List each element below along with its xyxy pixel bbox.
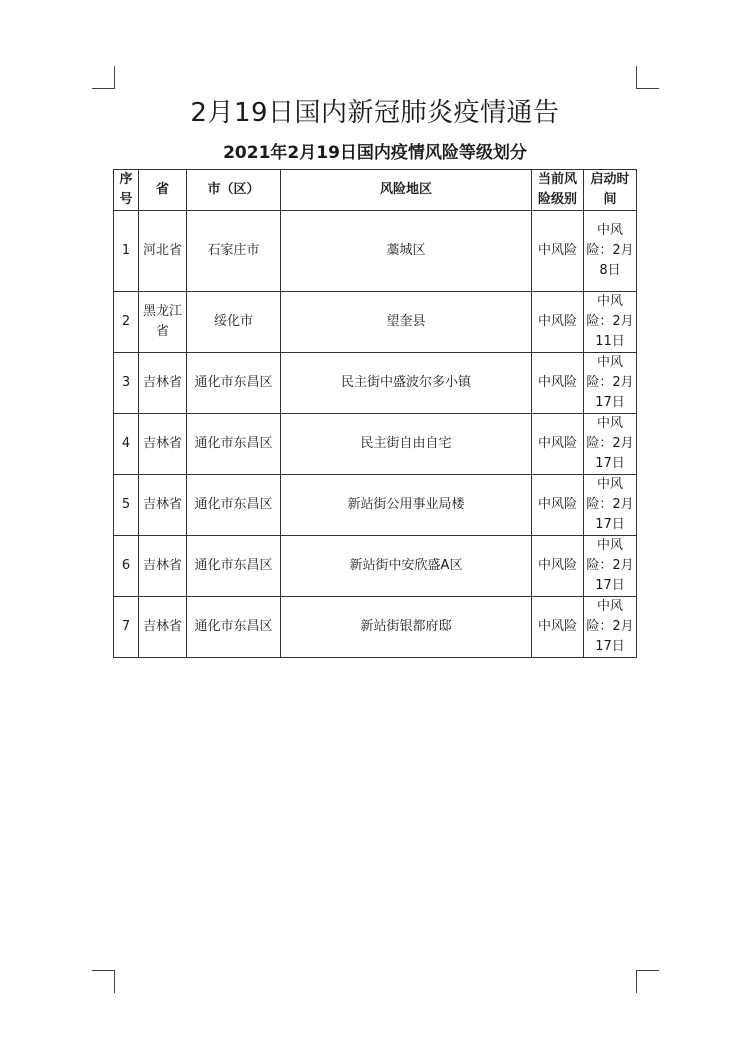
cell-area: 新站街公用事业局楼 — [281, 475, 532, 536]
table-header-row — [114, 170, 637, 211]
cell-city: 通化市东昌区 — [187, 353, 281, 414]
cell-level: 中风险 — [532, 292, 584, 353]
document-subtitle: 2021年2月19日国内疫情风险等级划分 — [223, 143, 527, 163]
crop-mark-top-left — [92, 66, 115, 89]
cell-start: 中风险：2月8日 — [584, 211, 637, 292]
cell-city: 绥化市 — [187, 292, 281, 353]
table-row — [114, 292, 637, 353]
cell-area: 新站街银都府邸 — [281, 597, 532, 658]
cell-area: 民主街自由自宅 — [281, 414, 532, 475]
cell-province: 吉林省 — [139, 475, 187, 536]
risk-area-table — [113, 169, 637, 658]
cell-no: 1 — [114, 211, 139, 292]
cell-no: 2 — [114, 292, 139, 353]
cell-province: 河北省 — [139, 211, 187, 292]
cell-level: 中风险 — [532, 353, 584, 414]
cell-province: 吉林省 — [139, 414, 187, 475]
header-no: 序号 — [114, 170, 139, 211]
cell-level: 中风险 — [532, 414, 584, 475]
cell-province: 吉林省 — [139, 536, 187, 597]
table-row — [114, 597, 637, 658]
cell-no: 5 — [114, 475, 139, 536]
cell-level: 中风险 — [532, 211, 584, 292]
header-start: 启动时间 — [584, 170, 637, 211]
cell-start: 中风险：2月17日 — [584, 353, 637, 414]
cell-city: 石家庄市 — [187, 211, 281, 292]
cell-province: 黑龙江省 — [139, 292, 187, 353]
cell-area: 新站街中安欣盛A区 — [281, 536, 532, 597]
table-row — [114, 536, 637, 597]
cell-start: 中风险：2月17日 — [584, 597, 637, 658]
header-city: 市（区） — [187, 170, 281, 211]
cell-area: 藁城区 — [281, 211, 532, 292]
cell-province: 吉林省 — [139, 597, 187, 658]
cell-area: 望奎县 — [281, 292, 532, 353]
crop-mark-top-right — [636, 66, 659, 89]
cell-province: 吉林省 — [139, 353, 187, 414]
cell-level: 中风险 — [532, 536, 584, 597]
cell-city: 通化市东昌区 — [187, 536, 281, 597]
crop-mark-bottom-left — [92, 970, 115, 993]
cell-no: 3 — [114, 353, 139, 414]
header-province: 省 — [139, 170, 187, 211]
table-row — [114, 353, 637, 414]
table-row — [114, 414, 637, 475]
cell-city: 通化市东昌区 — [187, 414, 281, 475]
header-area: 风险地区 — [281, 170, 532, 211]
cell-start: 中风险：2月17日 — [584, 414, 637, 475]
table-row — [114, 475, 637, 536]
document-title: 2月19日国内新冠肺炎疫情通告 — [190, 98, 560, 128]
cell-city: 通化市东昌区 — [187, 475, 281, 536]
cell-no: 7 — [114, 597, 139, 658]
table-row — [114, 211, 637, 292]
cell-level: 中风险 — [532, 597, 584, 658]
cell-city: 通化市东昌区 — [187, 597, 281, 658]
cell-start: 中风险：2月11日 — [584, 292, 637, 353]
cell-no: 4 — [114, 414, 139, 475]
crop-mark-bottom-right — [636, 970, 659, 993]
cell-area: 民主街中盛波尔多小镇 — [281, 353, 532, 414]
header-level: 当前风险级别 — [532, 170, 584, 211]
cell-no: 6 — [114, 536, 139, 597]
cell-start: 中风险：2月17日 — [584, 475, 637, 536]
cell-level: 中风险 — [532, 475, 584, 536]
cell-start: 中风险：2月17日 — [584, 536, 637, 597]
